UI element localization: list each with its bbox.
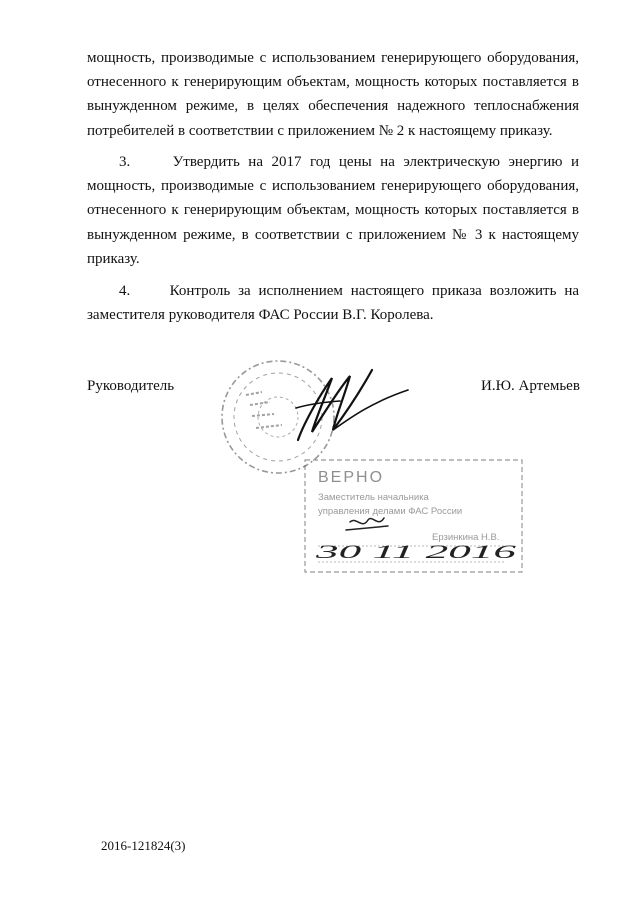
handwritten-date: 30 11 2016 bbox=[313, 542, 518, 563]
paragraph-item-4 bbox=[87, 279, 579, 327]
stamp-line-1: Заместитель начальника bbox=[318, 492, 429, 503]
handwritten-initials-icon bbox=[346, 518, 388, 530]
document-number: 2016-121824(3) bbox=[101, 838, 186, 853]
paragraph-continuation bbox=[87, 46, 579, 143]
paragraph-number: 4. bbox=[119, 283, 131, 299]
paragraph-text: Контроль за исполнением настоящего приказа возложить на заместителя руководителя ФАС России В.Г. Королева. bbox=[87, 283, 579, 324]
stamp-line-3: Ерзинкина Н.В. bbox=[432, 532, 500, 543]
paragraph-text: Утвердить на 2017 год цены на электрическую энергию и мощность, производимые с использованием генерирующего оборудования, отнесенного к генерирующим объектам, мощность которых поставляется в вынужденном режиме, в соответствии с приложением № 3 к настоящему приказу. bbox=[87, 154, 579, 267]
handwritten-signature-icon bbox=[296, 370, 408, 440]
paragraph-text: мощность, производимые с использованием генерирующего оборудования, отнесенного к генерирующим объектам, мощность которых поставляется в вынужденном режиме, в целях обеспечения надежного теплоснабжения потребителей в соответствии с приложением № 2 к настоящему приказу. bbox=[87, 50, 579, 139]
paragraph-number: 3. bbox=[119, 154, 131, 170]
signatory-name: И.Ю. Артемьев bbox=[481, 378, 580, 394]
round-seal-icon bbox=[222, 361, 334, 473]
stamp-line-2: управления делами ФАС России bbox=[318, 506, 463, 517]
certification-stamp-icon bbox=[305, 460, 522, 572]
signatory-position: Руководитель bbox=[87, 378, 175, 394]
paragraph-item-3 bbox=[87, 150, 579, 271]
stamp-header: ВЕРНО bbox=[318, 469, 385, 486]
